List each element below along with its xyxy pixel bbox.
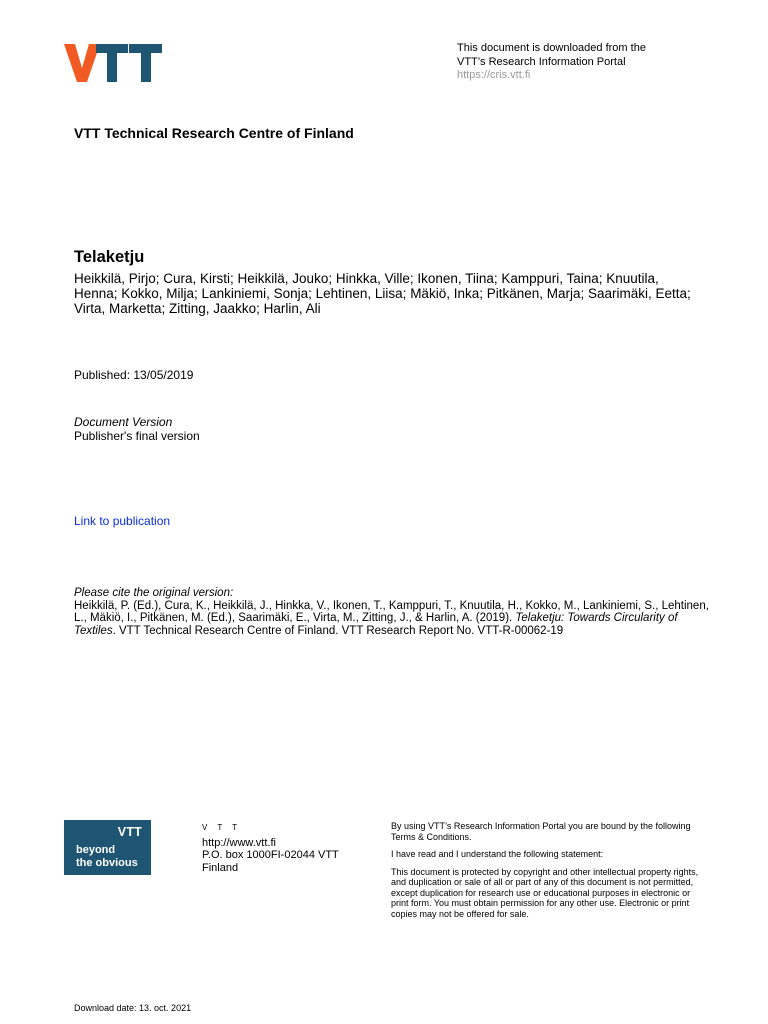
portal-notice xyxy=(457,42,717,83)
portal-line-1: This document is downloaded from the xyxy=(457,42,646,54)
badge-tagline-line-2: the obvious xyxy=(76,856,138,869)
contact-url[interactable]: http://www.vtt.fi xyxy=(202,836,276,849)
contact-address: P.O. box 1000FI-02044 VTT xyxy=(202,849,339,861)
document-version-value: Publisher's final version xyxy=(74,428,200,443)
citation-text xyxy=(74,600,720,638)
authors-list: Heikkilä, Pirjo; Cura, Kirsti; Heikkilä, Jouko; Hinkka, Ville; Ikonen, Tiina; Kamppuri, Taina; Knuutila, Henna; Kokko, Milja; Lankiniemi, Sonja; Lehtinen, Liisa; Mäkiö, Inka; Pitkänen, Marja; Saarimäki, Eetta; Virta, Marketta; Zitting, Jaakko; Harlin, Ali xyxy=(74,271,691,316)
published-date: Published: 13/05/2019 xyxy=(74,368,194,382)
terms-paragraph-1: By using VTT’s Research Information Portal you are bound by the following Terms & Conditions. xyxy=(391,821,691,842)
terms-paragraph-3: This document is protected by copyright and other intellectual property rights, and duplication or sale of all or part of any of this document is not permitted, except duplication for research use or educational purposes in electronic or print form. You must obtain permission for any other use. Electronic or print copies may not be offered for sale. xyxy=(391,866,699,919)
citation-title: Telaketju: Towards Circularity of Textiles xyxy=(74,612,678,637)
portal-line-2: VTT’s Research Information Portal xyxy=(457,55,626,68)
document-version xyxy=(74,416,200,443)
download-date: Download date: 13. oct. 2021 xyxy=(74,1003,192,1013)
badge-mark: VTT xyxy=(117,825,142,839)
portal-url-link[interactable]: https://cris.vtt.fi xyxy=(457,69,531,81)
badge-tagline-line-1: beyond xyxy=(76,844,116,856)
contact-vtt: V T T xyxy=(202,823,242,832)
organization-name: VTT Technical Research Centre of Finland xyxy=(74,125,354,141)
link-to-publication[interactable]: Link to publication xyxy=(74,514,171,528)
contact-info xyxy=(202,822,339,874)
vtt-logo xyxy=(64,42,164,82)
citation-part-1: Heikkilä, P. (Ed.), Cura, K., Heikkilä, J., Hinkka, V., Ikonen, T., Kamppuri, T., Knuutila, H., Kokko, M., Lankiniemi, S., Lehtinen, L., Mäkiö, I., Pitkänen, M. (Ed.), Saarimäki, E., Virta, M., Zitting, J., & Harlin, A. (2019). xyxy=(74,599,709,624)
citation-part-2: . VTT Technical Research Centre of Finland. VTT Research Report No. VTT-R-00062-19 xyxy=(112,624,564,637)
terms-statement xyxy=(391,821,701,926)
document-version-label: Document Version xyxy=(74,415,173,429)
document-title: Telaketju xyxy=(74,248,145,266)
badge-tagline xyxy=(76,844,138,869)
citation-block xyxy=(74,587,720,637)
contact-country: Finland xyxy=(202,861,239,874)
citation-label: Please cite the original version: xyxy=(74,587,234,599)
terms-paragraph-2: I have read and I understand the following statement: xyxy=(391,849,604,859)
vtt-beyond-badge xyxy=(64,820,151,875)
